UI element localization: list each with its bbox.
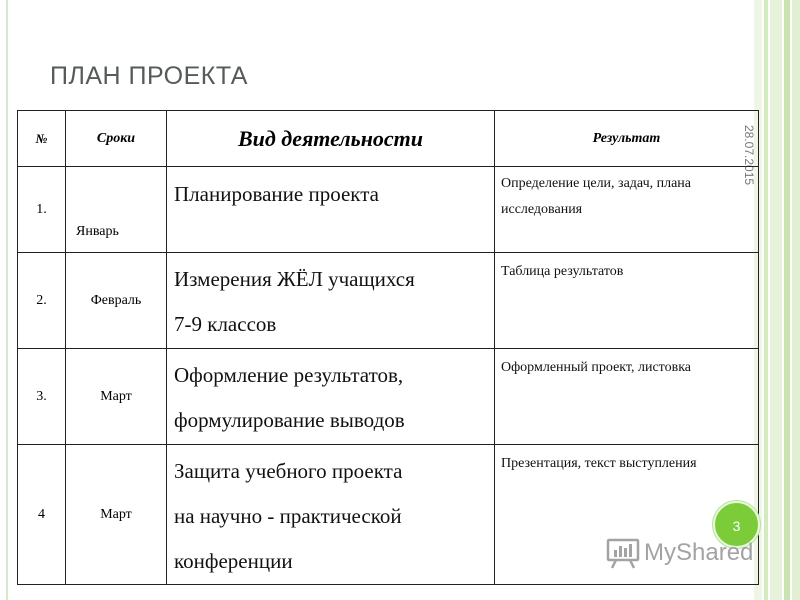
slide-number-badge: 3: [713, 501, 760, 548]
row-date: [66, 349, 167, 445]
row-date: [66, 445, 167, 585]
header-result: Результат: [495, 111, 759, 167]
row-result: [495, 253, 759, 349]
right-stripe-decoration: [754, 0, 800, 600]
row-date-text: Февраль: [90, 292, 142, 308]
row-number-text: 4: [38, 506, 45, 522]
header-date: Сроки: [66, 111, 167, 167]
result-line: исследования: [501, 202, 583, 217]
table-row: [18, 167, 759, 253]
row-number: [18, 445, 66, 585]
row-date-text: Март: [100, 506, 132, 522]
row-number: [18, 253, 66, 349]
result-line: Оформленный проект, листовка: [501, 360, 692, 375]
activity-line: 7-9 классов: [174, 312, 277, 336]
row-number-text: 1.: [36, 201, 47, 217]
row-result: [495, 167, 759, 253]
row-date: [66, 253, 167, 349]
activity-line: на научно - практической: [174, 504, 402, 528]
row-number: [18, 349, 66, 445]
left-border-decoration: [6, 0, 8, 600]
row-date-text: Март: [100, 388, 132, 404]
table-row: [18, 253, 759, 349]
table-header-row: [18, 111, 759, 167]
presentation-board-icon: [606, 537, 640, 569]
row-result: [495, 349, 759, 445]
table-row: [18, 349, 759, 445]
row-activity: [167, 349, 495, 445]
row-activity: [167, 167, 495, 253]
row-activity: [167, 253, 495, 349]
row-number: [18, 167, 66, 253]
activity-line: Защита учебного проекта: [174, 459, 403, 483]
result-line: Презентация, текст выступления: [501, 456, 697, 471]
activity-line: Измерения ЖЁЛ учащихся: [174, 267, 415, 291]
result-line: Определение цели, задач, плана: [501, 176, 692, 191]
header-number: №: [18, 111, 66, 167]
activity-line: Планирование проекта: [174, 182, 379, 206]
myshared-watermark: [606, 536, 753, 570]
slide-date: 28.07.2015: [742, 125, 756, 186]
row-date: [66, 167, 167, 253]
activity-line: Оформление результатов,: [174, 363, 404, 387]
result-line: Таблица результатов: [501, 264, 624, 279]
activity-line: формулирование выводов: [174, 408, 405, 432]
header-activity: Вид деятельности: [167, 111, 495, 167]
watermark-text: MyShared: [644, 539, 754, 566]
row-number-text: 2.: [36, 292, 47, 308]
row-activity: [167, 445, 495, 585]
project-plan-table: [17, 110, 759, 585]
row-number-text: 3.: [36, 388, 47, 404]
row-date-text: Январь: [76, 224, 119, 239]
activity-line: конференции: [174, 549, 293, 573]
slide-title: ПЛАН ПРОЕКТА: [50, 62, 248, 90]
